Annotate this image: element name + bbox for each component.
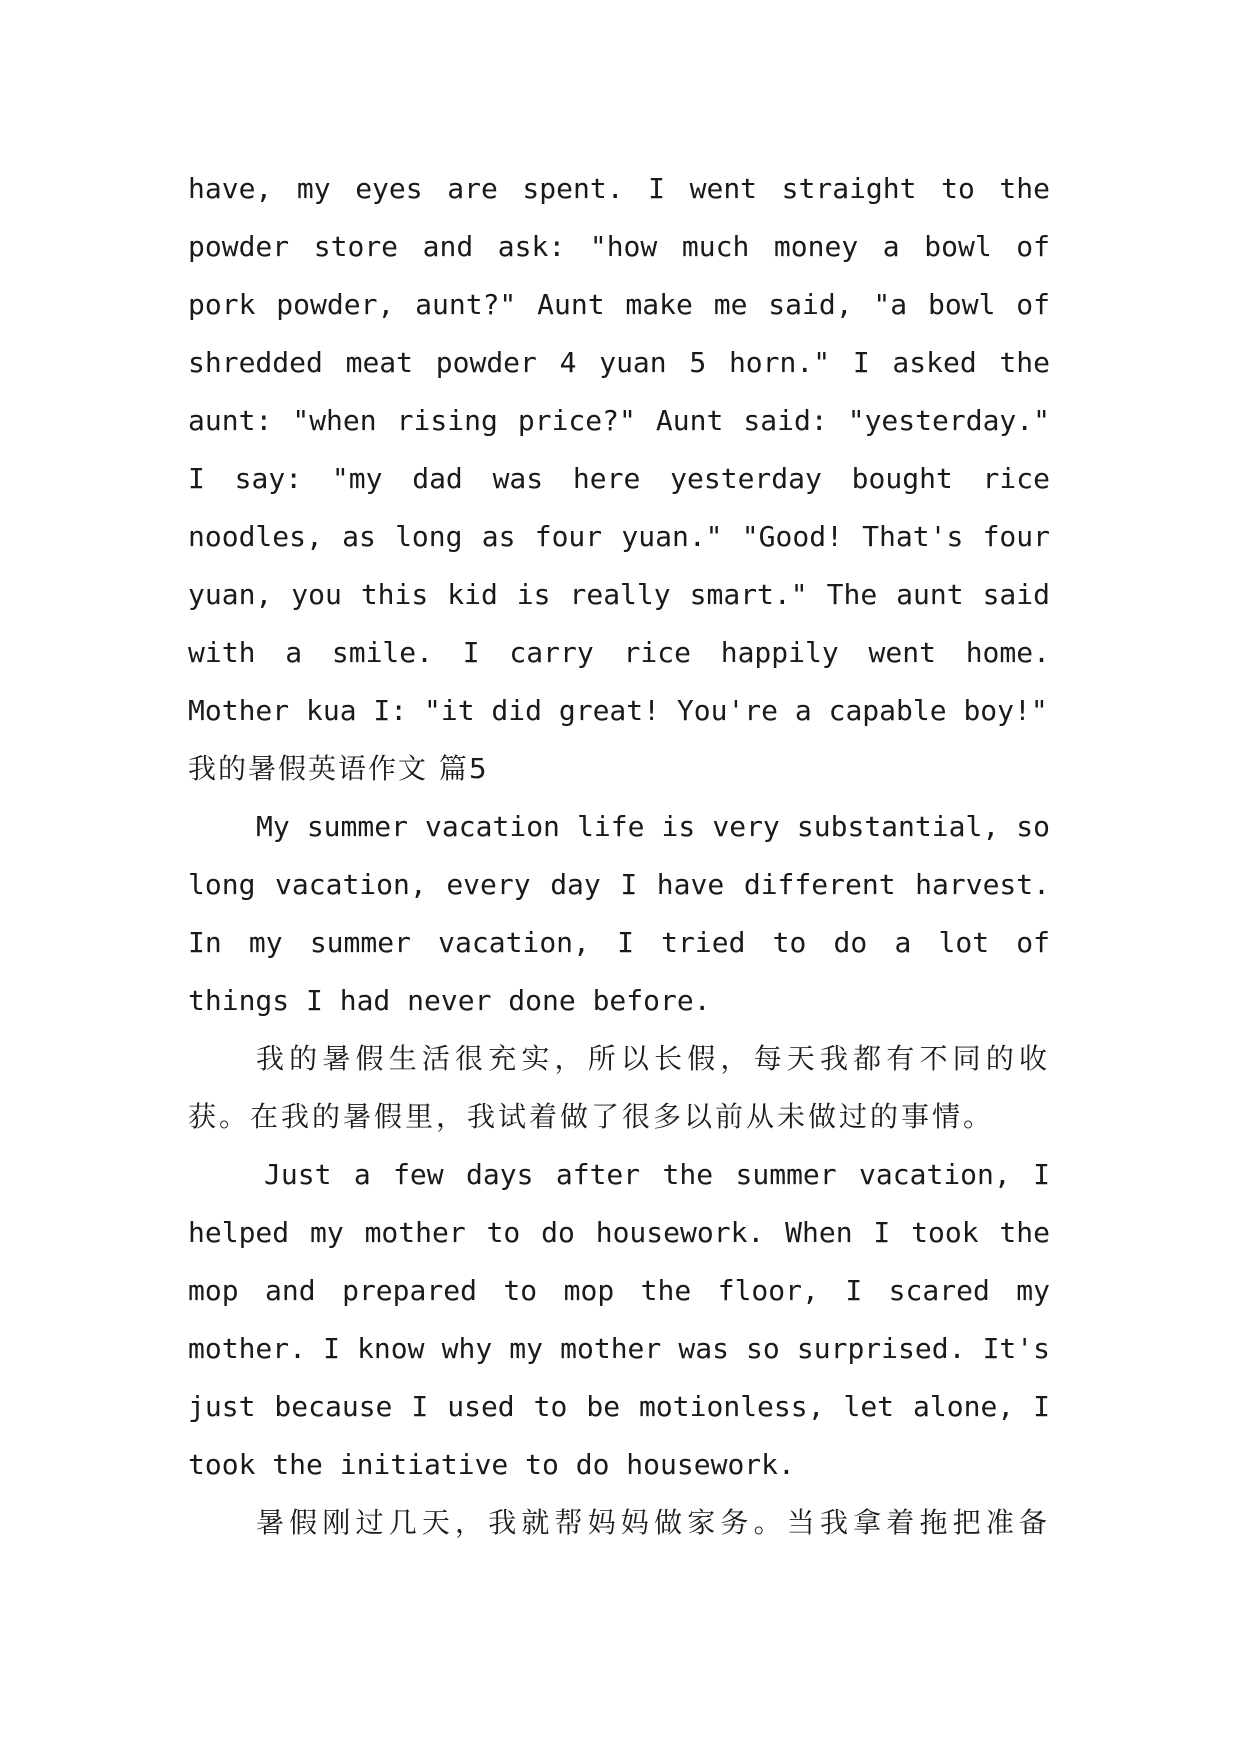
chinese-paragraph-line: 我的暑假生活很充实，所以长假，每天我都有不同的收 (256, 1042, 1050, 1075)
text-line: aunt: "when rising price?" Aunt said: "yesterday." (188, 404, 1050, 437)
text-line: shredded meat powder 4 yuan 5 horn." I asked the (188, 346, 1050, 379)
paragraph-line: long vacation, every day I have different harvest. (188, 868, 1050, 901)
text-line: powder store and ask: "how much money a bowl of (188, 230, 1050, 263)
paragraph-line: helped my mother to do housework. When I took the (188, 1216, 1050, 1249)
paragraph-line: took the initiative to do housework. (188, 1448, 795, 1481)
chinese-paragraph-line: 暑假刚过几天，我就帮妈妈做家务。当我拿着拖把准备 (256, 1506, 1050, 1539)
section-heading: 我的暑假英语作文 篇5 (188, 752, 489, 785)
text-line: pork powder, aunt?" Aunt make me said, "a bowl of (188, 288, 1050, 321)
text-line: Mother kua I: "it did great! You're a capable boy!" (188, 694, 1048, 727)
text-line: have, my eyes are spent. I went straight to the (188, 172, 1050, 205)
paragraph-line: My summer vacation life is very substantial, so (256, 810, 1050, 843)
text-line: noodles, as long as four yuan." "Good! That's four (188, 520, 1050, 553)
paragraph-line: things I had never done before. (188, 984, 711, 1017)
paragraph-line: In my summer vacation, I tried to do a lot of (188, 926, 1050, 959)
chinese-paragraph-line: 获。在我的暑假里，我试着做了很多以前从未做过的事情。 (188, 1100, 995, 1133)
document-page (188, 160, 1050, 1552)
paragraph-line: mother. I know why my mother was so surprised. It's (188, 1332, 1050, 1365)
paragraph-line: just because I used to be motionless, let alone, I (188, 1390, 1050, 1423)
text-line: with a smile. I carry rice happily went home. (188, 636, 1050, 669)
paragraph-line: mop and prepared to mop the floor, I scared my (188, 1274, 1050, 1307)
text-line: I say: "my dad was here yesterday bought rice (188, 462, 1050, 495)
paragraph-line: Just a few days after the summer vacation, I (264, 1158, 1050, 1191)
text-line: yuan, you this kid is really smart." The aunt said (188, 578, 1050, 611)
